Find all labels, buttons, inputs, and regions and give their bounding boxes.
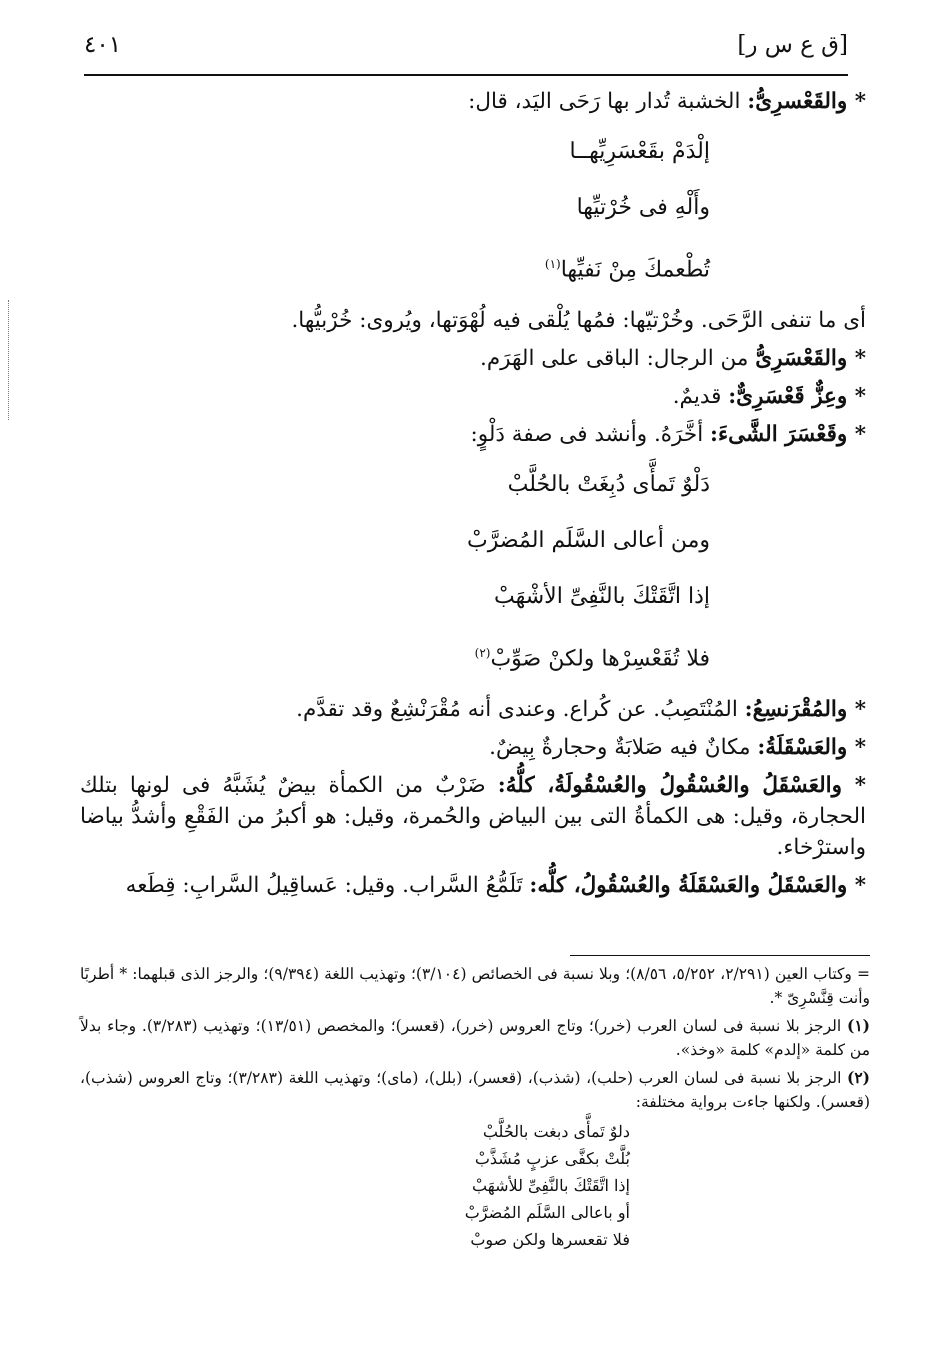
verse-line bbox=[80, 625, 710, 687]
entry-lead: * والعَسْقَلُ والعَسْقَلَةُ والعُسْقُولُ، كلُّه: bbox=[529, 873, 866, 899]
footnote-continuation bbox=[80, 962, 870, 1010]
verse-text: تُطْعمكَ مِنْ نَفيِّها bbox=[560, 257, 710, 283]
footnote-text: الرجز بلا نسبة فى لسان العرب (خرر)؛ وتاج العروس (خرر)، (قعسر)؛ والمخصص (١٣/٥١)؛ وتهذيب (٣/٢٨٣). وجاء بدلاً من كلمة «إلدم» كلمة «وخذ». bbox=[80, 1017, 870, 1060]
verse-line: بُلَّتْ بكفَّى عزبٍ مُشَذَّبْ bbox=[474, 1149, 630, 1169]
entry-lead: * والقَعْسَرِىُّ bbox=[755, 345, 866, 371]
main-text bbox=[80, 86, 870, 909]
entry-qasara bbox=[80, 419, 870, 450]
entry-text: من الرجال: الباقى على الهَرَم. bbox=[480, 345, 756, 371]
explanation-paragraph: أى ما تنفى الرَّحَى. وخُرْتيّها: فمُها يُلْقى فيه لُهْوَتها، ويُروى: خُرْبيُّها. bbox=[291, 307, 866, 333]
entry-text: قديمٌ. bbox=[672, 383, 729, 409]
entry-muqransi bbox=[80, 694, 870, 725]
root-heading: [ق ع س ر] bbox=[737, 32, 848, 58]
entry-text: مكانٌ فيه صَلابَةٌ وحجارةٌ بِيضٌ. bbox=[489, 734, 758, 760]
entry-lead: * والعَسْقَلَةُ: bbox=[757, 734, 866, 760]
entry-text: أخَّرَهُ. وأنشد فى صفة دَلْوٍ: bbox=[470, 422, 711, 448]
poem-verses-1 bbox=[80, 124, 870, 298]
entry-lead: * والقَعْسرِىُّ: bbox=[747, 89, 866, 114]
footnote-number: (٢) bbox=[847, 1068, 871, 1088]
verse-line: إذا اتَّقَتْكَ بالنَّفِىِّ الأشْهَبْ bbox=[493, 584, 710, 610]
verse-line: فلا تقعسرها ولكن صوبْ bbox=[470, 1230, 630, 1250]
page-header bbox=[84, 30, 848, 76]
verse-line: دَلْوٌ تَمأَّى دُبِغَتْ بالحُلَّبْ bbox=[507, 472, 710, 498]
footnote-text: = وكتاب العين (٢/٢٩١، ٥/٢٥٢، ٨/٥٦)؛ وبلا نسبة فى الخصائص (٣/١٠٤)؛ وتهذيب اللغة (٩/٣٩٤)؛ والرجز الذى قبلهما: * أطربًا وأنت قِنَّسْرِىّ *. bbox=[80, 965, 870, 1008]
entry-qasari-men bbox=[80, 343, 870, 374]
verse-line bbox=[80, 236, 710, 298]
footnote-1 bbox=[80, 1014, 870, 1062]
verse-line: إلْدَمْ بقَعْسَرِيِّهــا bbox=[569, 139, 710, 165]
footnote-ref: (٢) bbox=[474, 646, 491, 661]
footnote-poem bbox=[80, 1118, 870, 1253]
entry-text: ضَرْبٌ من الكمأة بيضٌ يُشَبَّهُ فى لونها بتلك الحجارة، وقيل: هى الكمأةُ التى بين البياض والحُمرة، وقيل: هو أكبرُ من الفَقْعِ وأشدُّ بياضا واسترْخاء. bbox=[80, 772, 866, 861]
entry-asqala bbox=[80, 732, 870, 763]
footnote-2 bbox=[80, 1066, 870, 1114]
page-number: ٤٠١ bbox=[84, 32, 122, 58]
entry-lead: * والعَسْقَلُ والعُسْقُولُ والعُسْقُولَةُ، كلُّهُ: bbox=[497, 772, 867, 798]
entry-qasari bbox=[80, 86, 870, 117]
entry-izz-qasari bbox=[80, 381, 870, 412]
entry-lead: * وقَعْسَرَ الشَّىءَ: bbox=[710, 422, 866, 448]
entry-lead: * وعِزٌّ قَعْسَرِىٌّ: bbox=[728, 383, 866, 409]
entry-text: الخشبة تُدار بها رَحَى اليَد، قال: bbox=[468, 89, 748, 114]
footnote-ref: (١) bbox=[544, 257, 561, 272]
verse-line: دلوٌ تَمأَّى دبغت بالحُلَّبْ bbox=[482, 1122, 630, 1142]
verse-line: وأَلْهِ فى خُرْتيِّها bbox=[576, 195, 710, 221]
entry-text: تَلَمُّعُ السَّراب. وقيل: عَساقِيلُ السَّرابِ: قِطَعه bbox=[125, 873, 530, 899]
scan-edge-mark bbox=[8, 300, 12, 420]
verse-text: فلا تُقَعْسِرْها ولكنْ صَوِّبْ bbox=[490, 646, 710, 672]
footnote-number: (١) bbox=[846, 1016, 870, 1036]
footnotes bbox=[80, 962, 870, 1253]
entry-asqal-sarab bbox=[80, 870, 870, 901]
verse-line: إذا اتَّقَتْكَ بالنَّفِىِّ للأشهَبْ bbox=[472, 1176, 630, 1196]
entry-text: المُنْتَصِبُ. عن كُراع. وعندى أنه مُقْرَنْشِعٌ وقد تقدَّم. bbox=[296, 696, 745, 722]
entry-asqal-kamaa bbox=[80, 770, 870, 864]
entry-lead: * والمُقْرَنسِعُ: bbox=[744, 696, 866, 722]
poem-verses-2 bbox=[80, 457, 870, 687]
footnote-text: الرجز بلا نسبة فى لسان العرب (حلب)، (شذب)، (قعسر)، (بلل)، (ماى)؛ وتهذيب اللغة (٣/٢٨٣)؛ وتاج العروس (شذب)، (قعسر). ولكنها جاءت برواية مختلفة: bbox=[80, 1069, 870, 1112]
footnote-separator bbox=[570, 955, 870, 956]
verse-line: ومن أعالى السَّلَم المُضرَّبْ bbox=[467, 528, 710, 554]
verse-line: أو باعالى السَّلَم المُضرَّبْ bbox=[464, 1203, 630, 1223]
